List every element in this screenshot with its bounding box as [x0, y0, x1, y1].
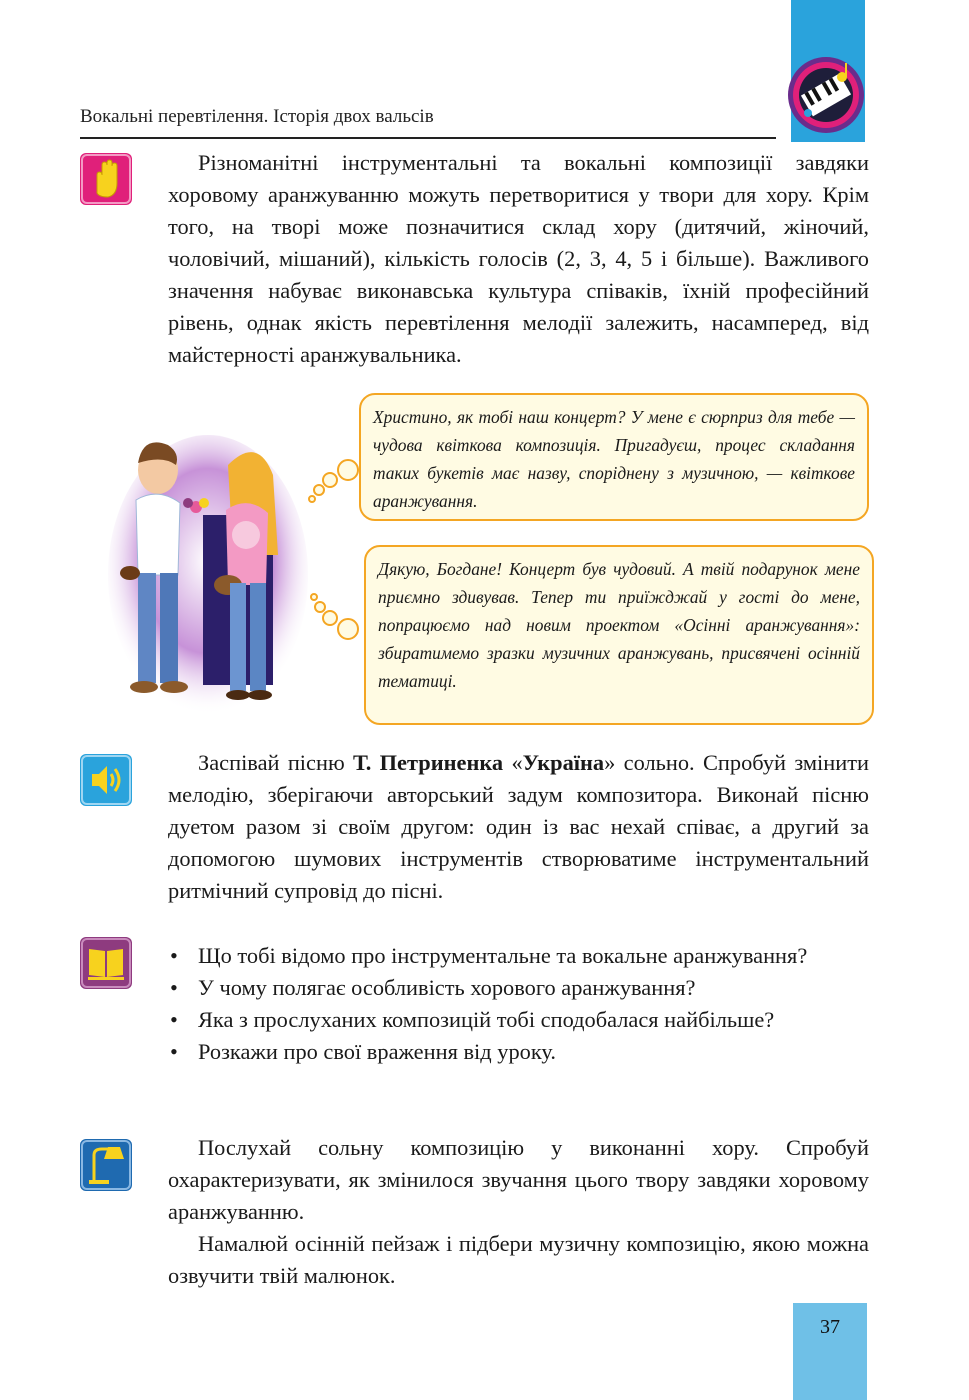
hand-icon	[80, 153, 132, 205]
header-divider	[80, 137, 776, 139]
children-illustration	[108, 425, 308, 720]
list-item: • Що тобі відомо про інструментальне та вокальне аранжування?	[168, 940, 869, 972]
book-icon	[80, 937, 132, 989]
song-author: Т. Петриненка	[353, 750, 504, 775]
page-number: 37	[820, 1316, 840, 1338]
bubble-2-text: Дякую, Богдане! Концерт був чудовий. А твій подарунок мене приємно здивував. Тепер ти приїжджай у гості до мене, попрацюємо над новим проектом «Осінні аранжування»: збиратимемо зразки музичних аранжувань, присвячені осінній тематиці.	[378, 559, 860, 691]
list-item: • У чому полягає особливість хорового аранжування?	[168, 972, 869, 1004]
speech-bubble-1	[359, 393, 869, 521]
music-piano-logo	[786, 55, 866, 135]
homework-paragraph-1: Послухай сольну композицію у виконанні хору. Спробуй охарактеризувати, як змінилося звучання цього твору завдяки хоровому аранжуванню.	[168, 1135, 869, 1224]
list-item: • Яка з прослуханих композицій тобі сподобалася найбільше?	[168, 1004, 869, 1036]
song-title: Україна	[522, 750, 605, 775]
questions-list	[168, 940, 869, 1068]
thought-dots-2	[308, 592, 368, 642]
list-item: • Розкажи про свої враження від уроку.	[168, 1036, 869, 1068]
page-header-title: Вокальні перевтілення. Історія двох вальсів	[80, 106, 434, 127]
homework-paragraph-2: Намалюй осінній пейзаж і підбери музичну композицію, якою можна озвучити твій малюнок.	[168, 1231, 869, 1288]
speech-bubble-2	[364, 545, 874, 725]
homework-section	[168, 1132, 869, 1292]
bubble-1-text: Христино, як тобі наш концерт? У мене є сюрприз для тебе — чудова квіткова композиція. Пригадуєш, процес складання таких букетів має назву, споріднену з музичною, — квіткове аранжування.	[373, 407, 855, 511]
intro-paragraph: Різноманітні інструментальні та вокальні композиції завдяки хоровому аранжуванню можуть перетворитися у твори для хору. Крім того, на творі може позначитися склад хору (дитячий, жіночий, чоловічий, мішаний), кількість голосів (2, 3, 4, 5 і більше). Важливого значення набуває виконавська культура співаків, їхній професійний рівень, однак якість перевтілення мелодії залежить, насамперед, від майстерності аранжувальника.	[168, 150, 869, 367]
sing-task-paragraph: Заспівай пісню Т. Петриненка «Україна» сольно. Спробуй змінити мелодію, зберігаючи авторський задум композитора. Виконай пісню дуетом разом зі своїм другом: один із вас нехай співає, а другий за допомогою шумових інструментів створюватиме інструментальний ритмічний супровід до пісні.	[168, 750, 869, 903]
thought-dots-1	[305, 458, 365, 508]
lamp-icon	[80, 1139, 132, 1191]
speaker-icon	[80, 754, 132, 806]
